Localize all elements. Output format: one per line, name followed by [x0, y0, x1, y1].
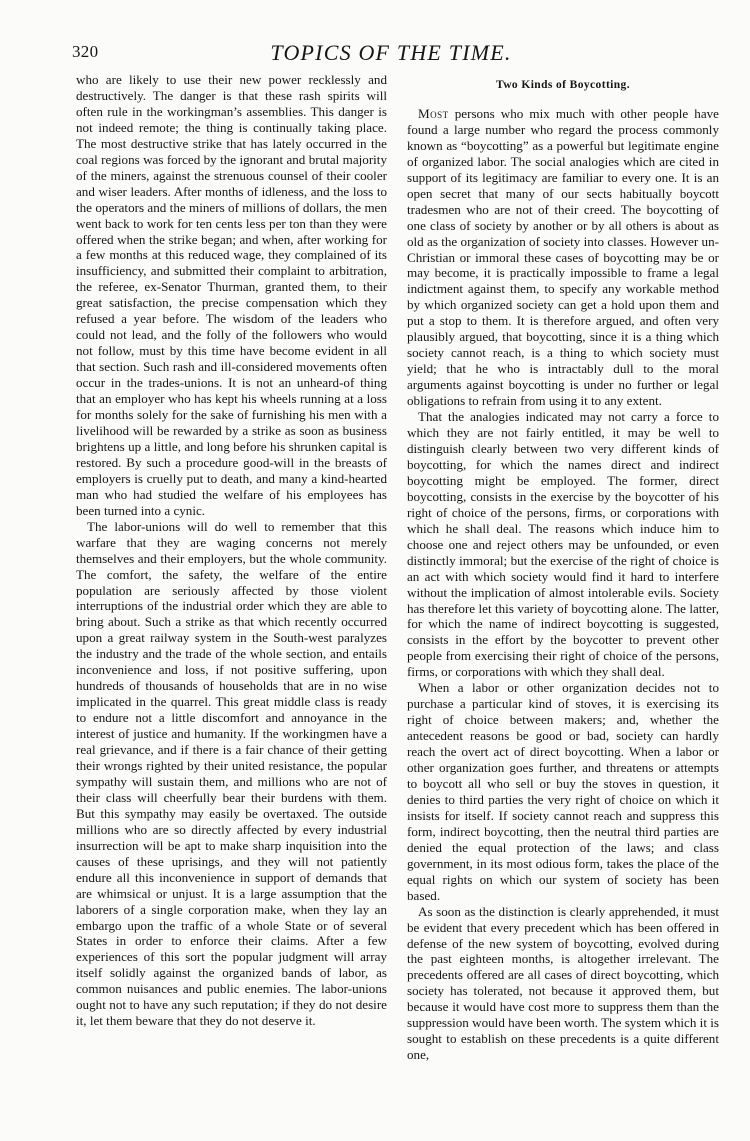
right-column [407, 72, 719, 1063]
left-paragraph-2: The labor-unions will do well to remember that this warfare that they are waging concerns not merely themselves and their employers, but the whole community. The comfort, the safety, the welfare of the entire population are seriously affected by those violent interruptions of the industrial order which they are able to bring about. Such a strike as that which recently occurred upon a great railway system in the South-west paralyzes the industry and the trade of the whole section, and entails inconvenience and loss, if not positive suffering, upon hundreds of thousands of households that are in no wise implicated in the quarrel. This great middle class is ready to endure not a little discomfort and annoyance in the interest of justice and humanity. If the workingmen have a real grievance, and if there is a fair chance of their getting their wrongs righted by their united resistance, the popular sympathy will sustain them, and millions who are not of their class will cheerfully bear their burdens with them. But this sympathy may easily be overtaxed. The outside millions who are so directly affected by every industrial insurrection will be apt to make sharp inquisition into the causes of these uprisings, and they will not patiently endure all this inconvenience in support of demands that are whimsical or unjust. It is a large assumption that the laborers of a single corporation make, when they lay an embargo upon the traffic of a whole State or of several States in order to enforce their claims. After a few experiences of this sort the popular judgment will array itself solidly against the organized bands of labor, as common nuisances and public enemies. The labor-unions ought not to have any such reputation; if they do not desire it, let them beware that they do not deserve it. [76, 518, 387, 1029]
right-paragraph-1 [407, 106, 719, 409]
section-heading: Two Kinds of Boycotting. [496, 79, 630, 91]
lead-word: Most [418, 105, 449, 121]
running-head: TOPICS OF THE TIME. [270, 40, 512, 65]
right-paragraph-1-text: persons who mix much with other people have found a large number who regard the process commonly known as “boycotting” as a powerful but legitimate engine of organized labor. The social analogies which are cited in support of its legitimacy are familiar to every one. It is an open secret that many of our sects habitually boycott tradesmen who are not of their creed. The boycotting of one class of society by another or by all others is about as old as the organization of society into classes. However un-Christian or immoral these cases of boycotting may be or may become, it is practically impossible to frame a legal indictment against them, to specify any workable method by which organized society can get a hold upon them and put a stop to them. It is therefore argued, and often very plausibly argued, that boycotting, since it is a thing which society cannot reach, is a thing to which society must yield; that he who is intractably dull to the moral arguments against boycotting is under no further or legal obligations to refrain from using it to any extent. [407, 105, 719, 409]
left-paragraph-1: who are likely to use their new power recklessly and destructively. The danger is that these rash spirits will often rule in the workingman’s assemblies. This danger is not indeed remote; the thing is continually taking place. The most destructive strike that has lately occurred in the coal regions was forced by the ignorant and brutal majority of the miners, against the strenuous counsel of their cooler and wiser leaders. After months of idleness, and the loss to the operators and the miners of millions of dollars, the men went back to work for ten cents less per ton than they were offered when the strike began; and when, after working for a few months at this reduced wage, they complained of its insufficiency, and submitted their complaint to arbitration, the referee, ex-Senator Thurman, granted them, to their great satisfaction, the precise compensation which they refused a year before. The wisdom of the leaders who could not lead, and the folly of the followers who would not follow, must by this time have become evident in all that section. Such rash and ill-considered movements often occur in the trades-unions. It is not an unheard-of thing that an employer who has kept his wheels running at a loss for months solely for the sake of furnishing his men with a livelihood will be rewarded by a strike as soon as business brightens up a little, and long before his shrunken capital is restored. By such a procedure good-will in the breasts of employers is cruelly put to death, and many a kind-hearted man who had studied the welfare of his employees has been turned into a cynic. [76, 72, 387, 518]
right-paragraph-2: That the analogies indicated may not carry a force to which they are not fairly entitled, it may be well to distinguish clearly between two very different kinds of boycotting, for which the names direct and indirect boycotting might be employed. The former, direct boycotting, consists in the exercise by the boycotter of his right of choice of the persons, firms, or corporations with which he shall deal. The reasons which induce him to choose one and reject others may be unfounded, or even distinctly immoral; but the exercise of the right of choice is an act with which society would find it hard to interfere without the implication of almost intolerable evils. Society has therefore let this variety of boycotting alone. The latter, for which the name of indirect boycotting is suggested, consists in the effort by the boycotter to prevent other people from exercising their right of choice of the persons, firms, or corporations with which they shall deal. [407, 409, 719, 680]
right-paragraph-3: When a labor or other organization decides not to purchase a particular kind of stoves, it is exercising its right of choice between makers; and, whether the antecedent reasons be good or bad, society can hardly reach the overt act of direct boycotting. When a labor or other organization goes further, and threatens or attempts to boycott all who sell or buy the stoves in question, it denies to third parties the very right of choice on which it insists for itself. If society cannot reach and suppress this form, indirect boycotting, then the neutral third parties are denied the equal protection of the laws; and class government, in its most odious form, takes the place of the equal rights on which our system of society has been based. [407, 680, 719, 903]
left-column [76, 72, 387, 1029]
page-header [72, 40, 710, 66]
right-paragraph-4: As soon as the distinction is clearly apprehended, it must be evident that every precedent which has been offered in defense of the new system of boycotting, evolved during the past eighteen months, is altogether irrelevant. The precedents offered are all cases of direct boycotting, which society has tolerated, not because it approved them, but because it would have cost more to suppress them than the suppression would have been worth. The system which it is sought to establish on these precedents is a quite different one, [407, 903, 719, 1063]
page-number: 320 [72, 42, 99, 61]
